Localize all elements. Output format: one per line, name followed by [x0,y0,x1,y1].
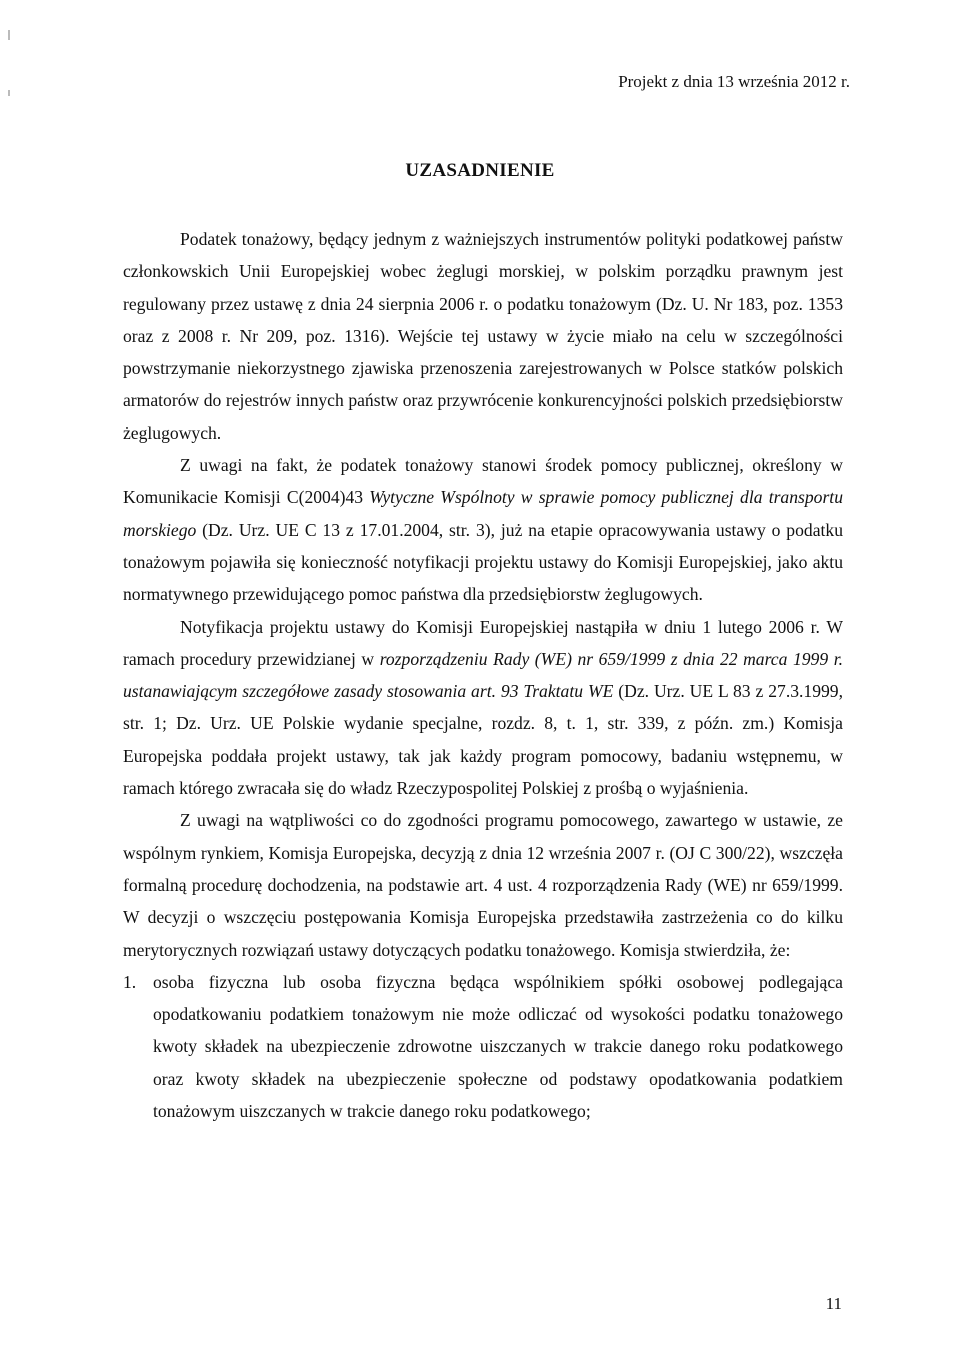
scan-artifact [8,90,10,96]
paragraph-3-text-end: (Dz. Urz. UE L 83 z 27.3.1999, str. 1; Dz. Urz. UE Polskie wydanie specjalne, rozdz. 8, t. 1, str. 339, z późn. zm.) Komisja Europejska poddała projekt ustawy, tak jak każdy program pomocowy, badaniu wstępnemu, w ramach którego zwracała się do władz Rzeczypospolitej Polskiej z prośbą o wyjaśnienia. [123,681,843,799]
list-item-text: osoba fizyczna lub osoba fizyczna będąca wspólnikiem spółki osobowej podlegająca opodatkowaniu podatkiem tonażowym nie może odliczać od wysokości podatku tonażowego kwoty składek na ubezpieczenie zdrowotne uiszczanych w trakcie danego roku podatkowego oraz kwoty składek na ubezpieczenie społeczne od podstawy opodatkowania podatkiem tonażowym uiszczanych w trakcie danego roku podatkowego; [153,971,843,1122]
paragraph-2 [123,449,843,610]
paragraph-3-italic-title: rozporządzeniu Rady (WE) nr 659/1999 z dnia 22 marca 1999 r. ustanawiającym szczegółowe zasady stosowania art. 93 Traktatu WE [123,648,843,702]
page-number: 11 [825,1294,842,1313]
list-item-number: 1. [123,971,137,992]
document-body [123,223,843,1127]
scan-artifact [8,30,10,40]
paragraph-2-text-end: (Dz. Urz. UE C 13 z 17.01.2004, str. 3), już na etapie opracowywania ustawy o podatku tonażowym pojawiła się konieczność notyfikacji projektu ustawy do Komisji Europejskiej, jako aktu normatywnego przewidującego pomoc państwa dla przedsiębiorstw żeglugowych. [123,519,843,605]
paragraph-1: Podatek tonażowy, będący jednym z ważniejszych instrumentów polityki podatkowej państw członkowskich Unii Europejskiej wobec żeglugi morskiej, w polskim porządku prawnym jest regulowany przez ustawę z dnia 24 sierpnia 2006 r. o podatku tonażowym (Dz. U. Nr 183, poz. 1353 oraz z 2008 r. Nr 209, poz. 1316). Wejście tej ustawy w życie miało na celu w szczególności powstrzymanie niekorzystnego zjawiska przenoszenia zarejestrowanych w Polsce statków polskich armatorów do rejestrów innych państw oraz przywrócenie konkurencyjności polskich przedsiębiorstw żeglugowych. [123,229,843,443]
page-title: UZASADNIENIE [405,160,555,181]
paragraph-3 [123,611,843,805]
project-date: Projekt z dnia 13 września 2012 r. [618,72,850,91]
paragraph-4: Z uwagi na wątpliwości co do zgodności programu pomocowego, zawartego w ustawie, ze wspólnym rynkiem, Komisja Europejska, decyzją z dnia 12 września 2007 r. (OJ C 300/22), wszczęła formalną procedurę dochodzenia, na podstawie art. 4 ust. 4 rozporządzenia Rady (WE) nr 659/1999. W decyzji o wszczęciu postępowania Komisja Europejska przedstawiła zastrzeżenia co do kilku merytorycznych rozwiązań ustawy dotyczących podatku tonażowego. Komisja stwierdziła, że: [123,810,843,960]
list-item [123,966,843,1127]
paragraph-2-italic-title: Wytyczne Wspólnoty w sprawie pomocy publicznej dla transportu morskiego [123,487,843,540]
paragraph-2-text-start: Z uwagi na fakt, że podatek tonażowy stanowi środek pomocy publicznej, określony w Komunikacie Komisji C(2004)43 [123,455,843,508]
paragraph-3-text-start: Notyfikacja projektu ustawy do Komisji Europejskiej nastąpiła w dniu 1 lutego 2006 r. W ramach procedury przewidzianej w [123,616,843,669]
